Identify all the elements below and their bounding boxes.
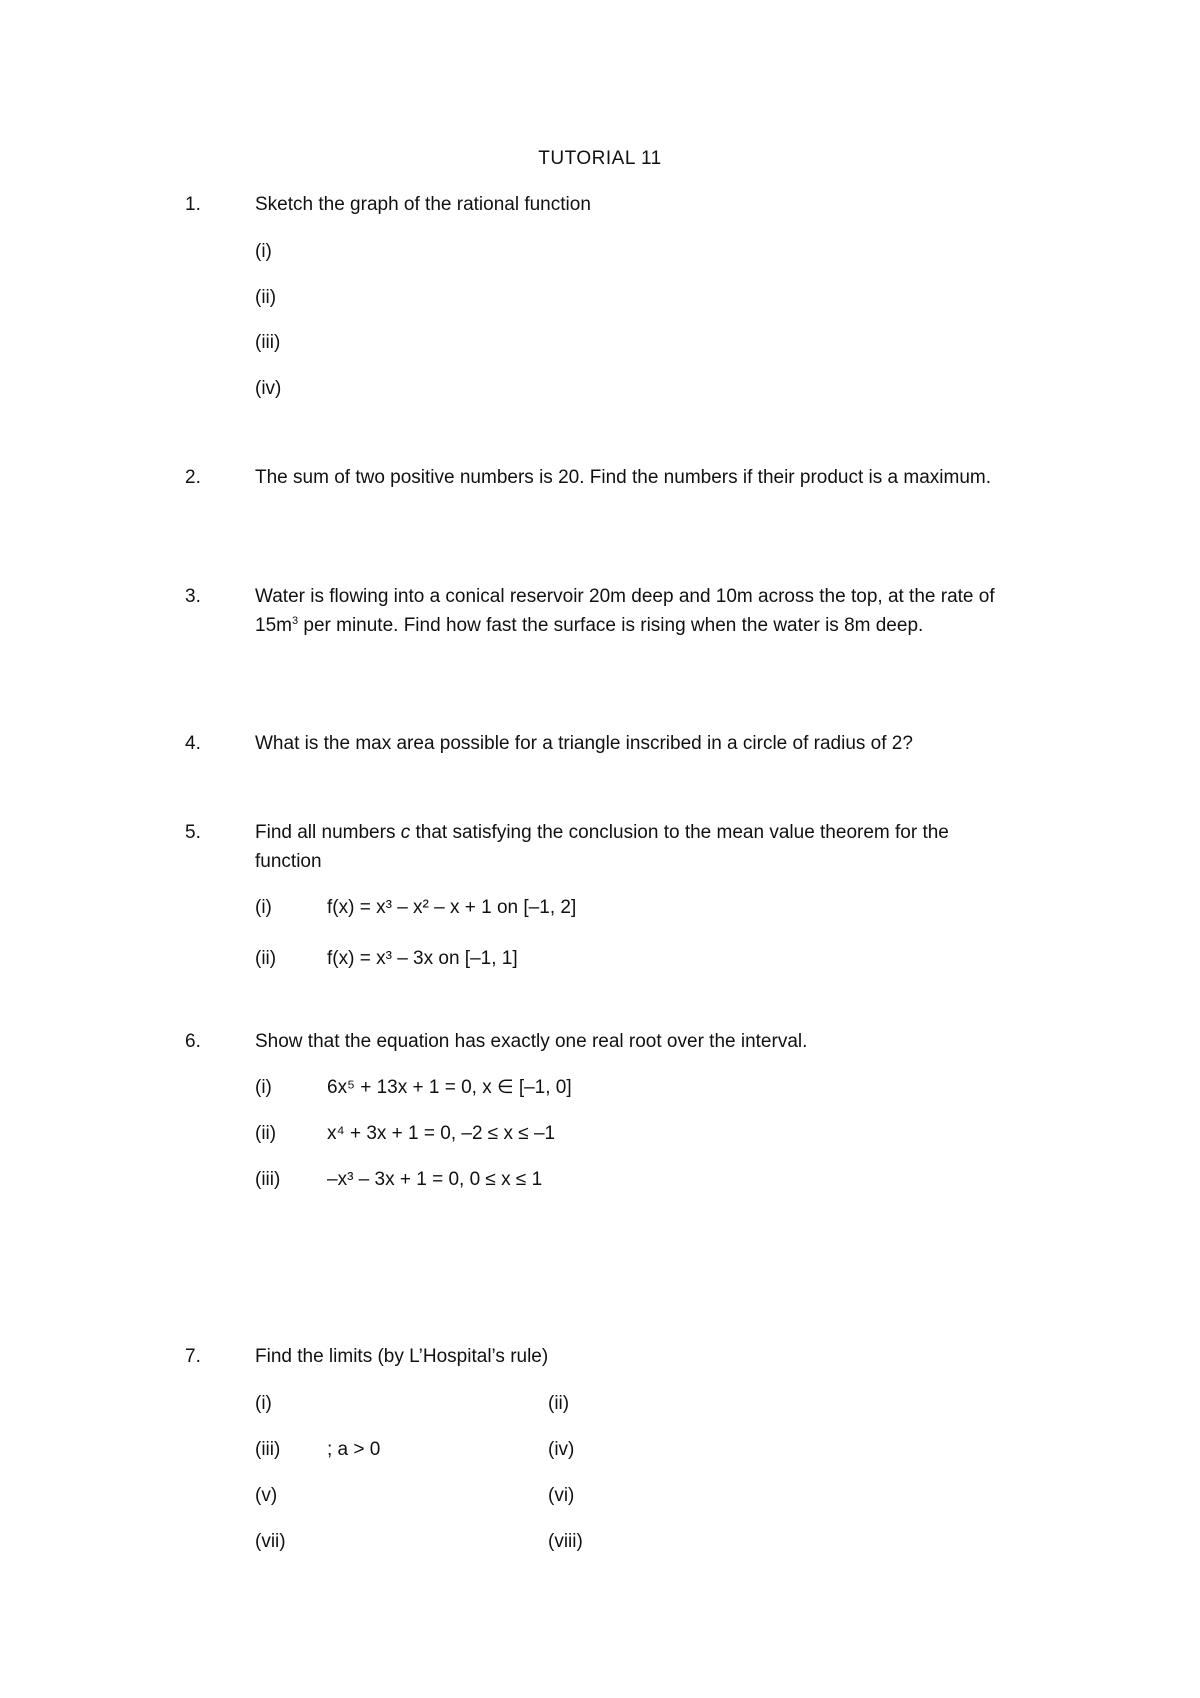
question-text: Find the limits (by L’Hospital’s rule)	[255, 1346, 549, 1367]
question-text: What is the max area possible for a triangle inscribed in a circle of radius of 2?	[255, 733, 913, 754]
part-label: (ii)	[255, 1123, 277, 1144]
part-expression: 6x⁵ + 13x + 1 = 0, x ∈ [–1, 0]	[327, 1077, 572, 1098]
question-text	[255, 582, 1015, 640]
part-label: (ii)	[255, 948, 277, 969]
question-text	[255, 818, 1015, 876]
part-label: (viii)	[548, 1531, 583, 1552]
part-label: (i)	[255, 1393, 272, 1414]
question-text-part: Find all numbers	[255, 822, 401, 843]
question-number: 4.	[185, 733, 201, 754]
question-text-part: that satisfying the conclusion to the mean value theorem for the function	[255, 822, 949, 872]
part-condition: ; a > 0	[327, 1439, 381, 1460]
part-label: (i)	[255, 897, 272, 918]
part-label: (ii)	[255, 287, 277, 308]
question-number: 3.	[185, 586, 201, 607]
part-expression: x⁴ + 3x + 1 = 0, –2 ≤ x ≤ –1	[327, 1123, 556, 1144]
question-text: Sketch the graph of the rational function	[255, 194, 591, 215]
part-label: (v)	[255, 1485, 278, 1506]
superscript: 3	[291, 615, 299, 627]
question-text: The sum of two positive numbers is 20. Find the numbers if their product is a maximum.	[255, 467, 992, 488]
part-label: (i)	[255, 1077, 272, 1098]
part-expression: f(x) = x³ – x² – x + 1 on [–1, 2]	[327, 897, 577, 918]
part-expression: f(x) = x³ – 3x on [–1, 1]	[327, 948, 518, 969]
part-expression: –x³ – 3x + 1 = 0, 0 ≤ x ≤ 1	[327, 1169, 543, 1190]
question-number: 7.	[185, 1346, 201, 1367]
part-label: (iv)	[255, 378, 282, 399]
part-label: (ii)	[548, 1393, 570, 1414]
question-number: 2.	[185, 467, 201, 488]
part-label: (vi)	[548, 1485, 575, 1506]
question-text: Show that the equation has exactly one real root over the interval.	[255, 1031, 808, 1052]
question-number: 5.	[185, 822, 201, 843]
part-label: (iii)	[255, 1439, 281, 1460]
part-label: (i)	[255, 241, 272, 262]
question-number: 1.	[185, 194, 201, 215]
question-text-part: per minute. Find how fast the surface is rising when the water is 8m deep.	[298, 615, 924, 636]
part-label: (iii)	[255, 332, 281, 353]
variable: c	[400, 822, 411, 843]
question-number: 6.	[185, 1031, 201, 1052]
page-title: TUTORIAL 11	[538, 148, 662, 169]
question-text-part: Water is flowing into a conical reservoir 20m deep and 10m across the top, at the rate of 15m	[255, 586, 995, 636]
part-label: (iii)	[255, 1169, 281, 1190]
part-label: (vii)	[255, 1531, 286, 1552]
part-label: (iv)	[548, 1439, 575, 1460]
